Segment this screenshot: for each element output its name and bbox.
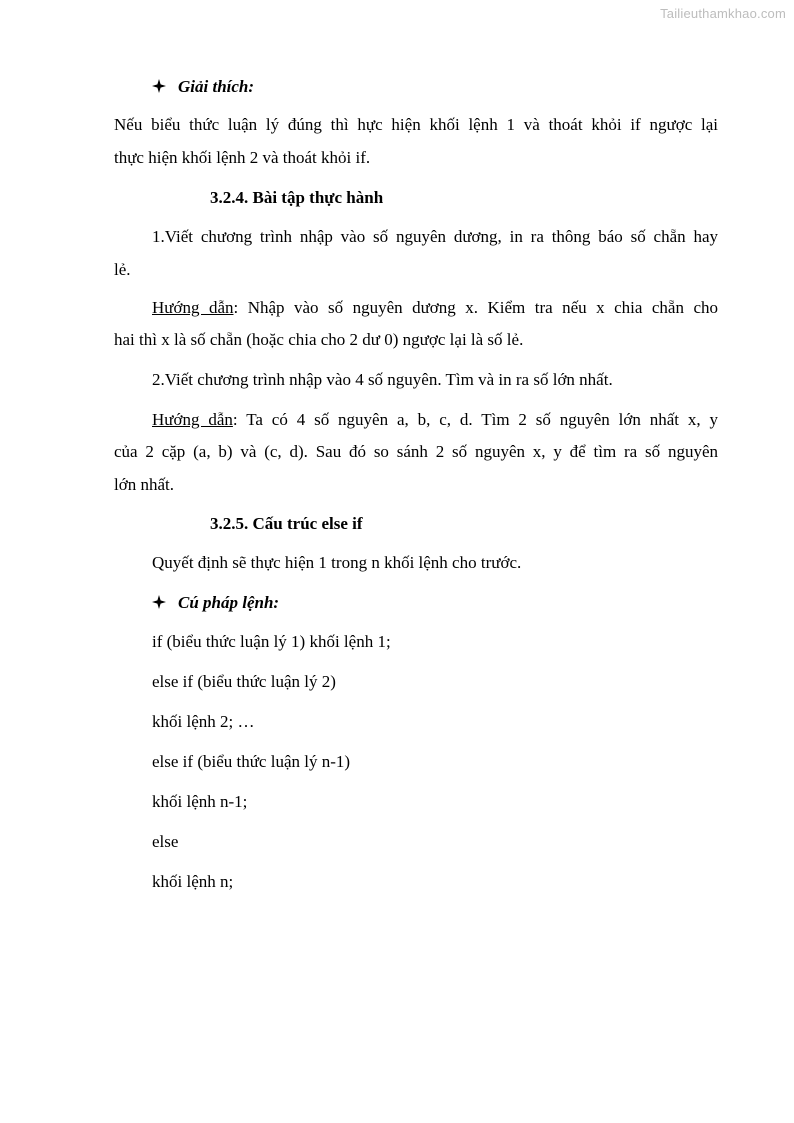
syntax-line: else if (biểu thức luận lý 2) bbox=[152, 672, 336, 691]
hint-2-line-1 bbox=[152, 410, 718, 430]
exercise-2-line-1: 2.Viết chương trình nhập vào 4 số nguyên. Tìm và in ra số lớn nhất. bbox=[152, 370, 613, 389]
exercise-1-line-1: 1.Viết chương trình nhập vào số nguyên dương, in ra thông báo số chẵn hay bbox=[152, 227, 718, 246]
hint-1-line-1 bbox=[152, 298, 718, 318]
watermark: Tailieuthamkhao.com bbox=[660, 6, 786, 21]
exercise-1-line-2: lẻ. bbox=[114, 260, 131, 279]
hint-2-text: : Ta có 4 số nguyên a, b, c, d. Tìm 2 số nguyên lớn nhất x, y bbox=[232, 410, 719, 429]
giai-thich-label: Giải thích: bbox=[178, 77, 255, 96]
giai-thich-line-1: Nếu biểu thức luận lý đúng thì hực hiện khối lệnh 1 và thoát khỏi if ngược lại bbox=[114, 115, 718, 134]
hint-1-line-2: hai thì x là số chẵn (hoặc chia cho 2 dư 0) ngược lại là số lẻ. bbox=[114, 330, 524, 349]
section-324-heading: 3.2.4. Bài tập thực hành bbox=[210, 188, 384, 207]
syntax-line: else bbox=[152, 832, 179, 851]
syntax-label: Cú pháp lệnh: bbox=[178, 593, 280, 612]
syntax-heading bbox=[152, 593, 279, 613]
else-if-description: Quyết định sẽ thực hiện 1 trong n khối lệnh cho trước. bbox=[152, 553, 522, 572]
hint-2-line-2: của 2 cặp (a, b) và (c, d). Sau đó so sánh 2 số nguyên x, y để tìm ra số nguyên bbox=[114, 442, 718, 461]
hint-1-text: : Nhập vào số nguyên dương x. Kiểm tra nếu x chia chẵn cho bbox=[233, 298, 718, 317]
diamond-bullet-icon bbox=[152, 595, 166, 609]
giai-thich-heading bbox=[152, 77, 254, 97]
giai-thich-line-2: thực hiện khối lệnh 2 và thoát khỏi if. bbox=[114, 148, 371, 167]
syntax-line: else if (biểu thức luận lý n-1) bbox=[152, 752, 351, 771]
syntax-line: khối lệnh n-1; bbox=[152, 792, 248, 811]
section-325-heading: 3.2.5. Cấu trúc else if bbox=[210, 514, 363, 533]
syntax-line: khối lệnh n; bbox=[152, 872, 234, 891]
diamond-bullet-icon bbox=[152, 79, 166, 93]
hint-1-label: Hướng dẫn bbox=[152, 298, 234, 317]
hint-2-line-3: lớn nhất. bbox=[114, 475, 174, 494]
syntax-line: if (biểu thức luận lý 1) khối lệnh 1; bbox=[152, 632, 391, 651]
syntax-line: khối lệnh 2; … bbox=[152, 712, 255, 731]
hint-2-label: Hướng dẫn bbox=[152, 410, 233, 429]
